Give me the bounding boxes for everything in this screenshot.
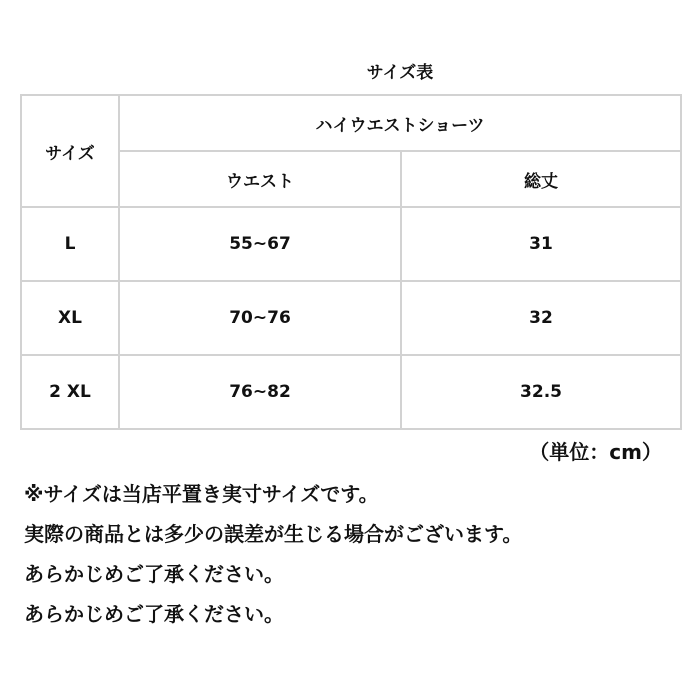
waist-cell: 76~82	[119, 355, 401, 429]
length-cell: 32	[401, 281, 681, 355]
note-line: ※サイズは当店平置き実寸サイズです。	[24, 482, 379, 506]
table-subheader-row	[21, 151, 681, 207]
waist-cell: 55~67	[119, 207, 401, 281]
size-header-cell: サイズ	[21, 95, 119, 207]
waist-cell: 70~76	[119, 281, 401, 355]
size-cell: XL	[21, 281, 119, 355]
table-header-row	[21, 95, 681, 151]
table-row	[21, 355, 681, 429]
product-header-cell: ハイウエストショーツ	[119, 95, 681, 151]
length-header-cell: 総丈	[401, 151, 681, 207]
length-cell: 32.5	[401, 355, 681, 429]
length-cell: 31	[401, 207, 681, 281]
size-chart-table	[20, 94, 682, 430]
unit-note: （単位：cm）	[529, 440, 662, 464]
page-title: サイズ表	[366, 63, 434, 83]
size-cell: 2 XL	[21, 355, 119, 429]
waist-header-cell: ウエスト	[119, 151, 401, 207]
notes-block	[24, 480, 684, 640]
note-line: あらかじめご了承ください。	[24, 562, 284, 586]
note-line: 実際の商品とは多少の誤差が生じる場合がございます。	[24, 522, 523, 546]
table-row	[21, 281, 681, 355]
size-cell: L	[21, 207, 119, 281]
note-line: あらかじめご了承ください。	[24, 602, 284, 626]
table-row	[21, 207, 681, 281]
